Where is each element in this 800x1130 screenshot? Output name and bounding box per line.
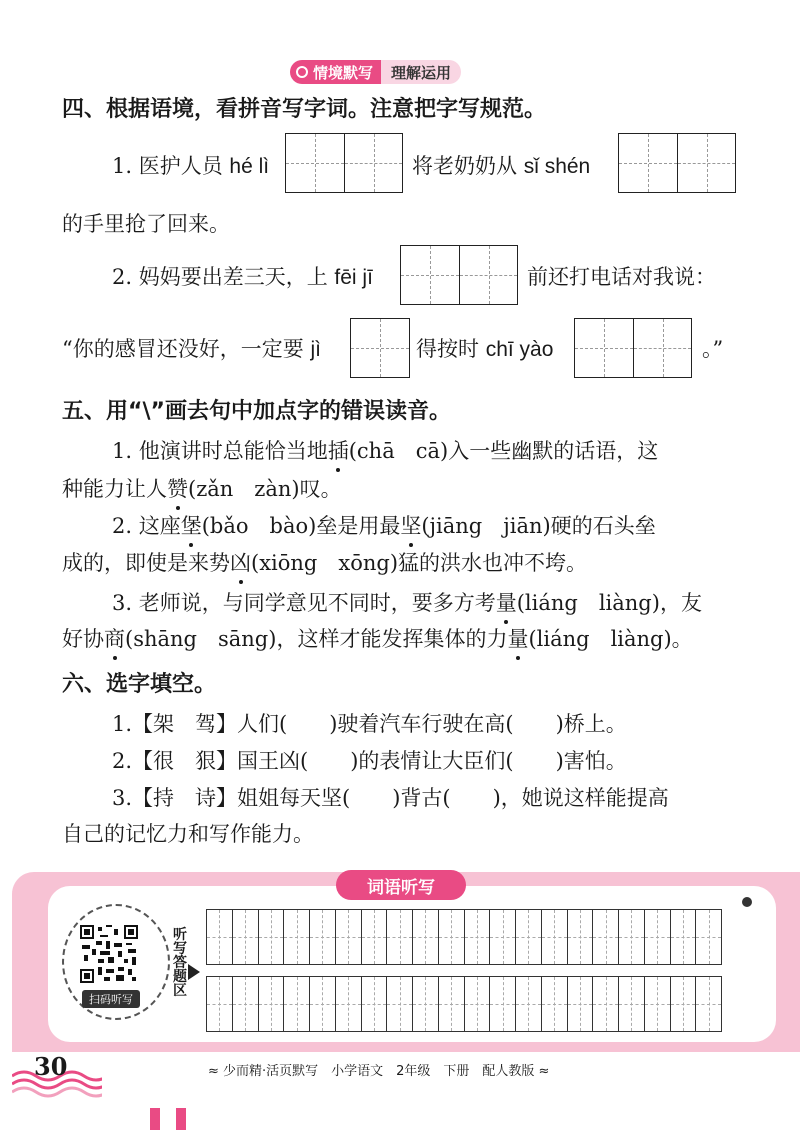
s5-text: (liáng liàng)。	[528, 627, 693, 651]
s5-text: (chā cā)入一些幽默的话语，这	[348, 439, 659, 463]
s5-text: (shāng sāng)，这样才能发挥集体的力	[125, 627, 508, 651]
dictation-cell[interactable]	[567, 910, 593, 964]
q2-text-a: 妈妈要出差三天，上	[138, 265, 328, 289]
dictation-cell[interactable]	[438, 977, 464, 1031]
q2-line-3	[416, 335, 553, 364]
dictation-cell[interactable]	[309, 910, 335, 964]
s5-text: 3. 老师说，与同学意见不同时，要多方考	[112, 591, 496, 615]
section-badge	[290, 60, 461, 84]
s5-text: (bǎo bào)垒是用最	[201, 514, 401, 538]
dictation-cell[interactable]	[309, 977, 335, 1031]
dictation-cell[interactable]	[335, 910, 361, 964]
tab-marker	[176, 1108, 186, 1130]
answer-cell[interactable]	[575, 319, 633, 377]
dotted-char: 坚	[400, 514, 422, 538]
dictation-cell[interactable]	[489, 910, 515, 964]
s5-text: (zǎn zàn)叹。	[188, 477, 342, 501]
dotted-char: 量	[507, 627, 529, 651]
s5-text: 好协	[62, 627, 104, 651]
arrow-right-icon	[188, 964, 200, 980]
section4-title: 四、根据语境，看拼音写字词。注意把字写规范。	[62, 97, 547, 122]
q1-text-a: 医护人员	[138, 154, 223, 178]
s5-line-2	[62, 475, 342, 503]
dictation-cell[interactable]	[361, 977, 387, 1031]
dictation-cell[interactable]	[670, 910, 696, 964]
dictation-cell[interactable]	[232, 977, 258, 1031]
q2-pinyin-2: jì	[310, 338, 321, 361]
q2-pinyin-3: chī yào	[485, 338, 554, 361]
dictation-cell[interactable]	[438, 910, 464, 964]
dictation-cell[interactable]	[283, 910, 309, 964]
dictation-cell[interactable]	[464, 910, 490, 964]
dotted-char: 商	[104, 627, 125, 651]
q2-line-2	[62, 335, 321, 364]
s5-line-4	[62, 549, 587, 577]
s5-text: (jiāng jiān)硬的石头垒	[421, 514, 656, 538]
q2-text-d: 得按时	[416, 337, 479, 361]
s5-line-5	[112, 589, 702, 617]
q1-text-c: 的手里抢了回来。	[62, 212, 230, 236]
s5-text: 成的，即使是来势	[62, 551, 230, 575]
dictation-cell[interactable]	[618, 977, 644, 1031]
dictation-cell[interactable]	[386, 977, 412, 1031]
dictation-cell[interactable]	[412, 977, 438, 1031]
dictation-cell[interactable]	[412, 910, 438, 964]
dictation-cell[interactable]	[489, 977, 515, 1031]
dictation-side-label: 听写答题区	[173, 927, 187, 999]
answer-cell[interactable]	[286, 134, 344, 192]
dictation-cell[interactable]	[695, 910, 721, 964]
q1-pinyin-1: hé lì	[229, 155, 270, 178]
dictation-cell[interactable]	[618, 910, 644, 964]
dictation-row-1[interactable]	[206, 909, 722, 965]
s6-line-3: 3.【持 诗】姐姐每天坚( )背古( )，她说这样能提高	[112, 786, 669, 810]
badge-left	[290, 60, 381, 84]
dotted-char: 凶	[230, 551, 251, 575]
qr-code-icon[interactable]	[80, 925, 138, 983]
dictation-title: 词语听写	[336, 870, 466, 900]
s5-text: (xiōng xōng)猛的洪水也冲不垮。	[251, 551, 588, 575]
s5-line-3	[112, 512, 656, 540]
s5-text: 种能力让人	[62, 477, 167, 501]
dictation-cell[interactable]	[541, 910, 567, 964]
dictation-cell[interactable]	[644, 977, 670, 1031]
tab-marker	[150, 1108, 160, 1130]
dictation-cell[interactable]	[670, 977, 696, 1031]
s6-line-4: 自己的记忆力和写作能力。	[62, 822, 314, 846]
footer-text: ≈ 少而精·活页默写 小学语文 2年级 下册 配人教版 ≈	[208, 1064, 550, 1079]
dictation-cell[interactable]	[567, 977, 593, 1031]
q2-pinyin-1: fēi jī	[334, 266, 373, 289]
dictation-cell[interactable]	[515, 910, 541, 964]
answer-cell[interactable]	[351, 319, 409, 377]
dictation-cell[interactable]	[207, 910, 232, 964]
dictation-cell[interactable]	[592, 977, 618, 1031]
dictation-cell[interactable]	[695, 977, 721, 1031]
answer-cell[interactable]	[633, 319, 691, 377]
dictation-cell[interactable]	[207, 977, 232, 1031]
dictation-cell[interactable]	[283, 977, 309, 1031]
answer-grid-q2-1[interactable]	[400, 245, 518, 305]
answer-cell[interactable]	[677, 134, 735, 192]
dictation-cell[interactable]	[644, 910, 670, 964]
dotted-char: 堡	[180, 514, 202, 538]
q2-text-c: “你的感冒还没好，一定要	[62, 337, 304, 361]
dictation-cell[interactable]	[335, 977, 361, 1031]
dictation-cell[interactable]	[258, 977, 284, 1031]
s5-line-1	[112, 437, 658, 465]
q1-line	[112, 152, 269, 181]
dotted-char: 插	[327, 439, 349, 463]
q2-text-b: 前还打电话对我说：	[527, 265, 716, 289]
q2-text-e: 。”	[702, 337, 724, 361]
badge-right-label: 理解运用	[381, 60, 461, 84]
dictation-cell[interactable]	[515, 977, 541, 1031]
section6-title: 六、选字填空。	[62, 672, 217, 697]
answer-grid-q1-2[interactable]	[618, 133, 736, 193]
section5-title: 五、用“\”画去句中加点字的错误读音。	[62, 399, 451, 424]
qr-label: 扫码听写	[82, 990, 140, 1008]
s5-text: (liáng liàng)，友	[516, 591, 702, 615]
q2-line	[112, 263, 373, 292]
decorative-dot	[742, 897, 752, 907]
answer-grid-q2-2[interactable]	[350, 318, 410, 378]
q1-pinyin-2: sǐ shén	[523, 155, 591, 178]
badge-left-label: 情境默写	[313, 63, 374, 82]
answer-cell[interactable]	[459, 246, 517, 304]
q1-text-b: 将老奶奶从	[412, 154, 517, 178]
dotted-char: 赞	[167, 477, 188, 501]
answer-grid-q2-3[interactable]	[574, 318, 692, 378]
page-number: 30	[34, 1052, 68, 1081]
answer-cell[interactable]	[401, 246, 459, 304]
medal-icon	[296, 66, 308, 78]
s6-line-2: 2.【很 狠】国王凶( )的表情让大臣们( )害怕。	[112, 749, 627, 773]
s6-line-1: 1.【架 驾】人们( )驶着汽车行驶在高( )桥上。	[112, 712, 627, 736]
dictation-cell[interactable]	[541, 977, 567, 1031]
dictation-cell[interactable]	[386, 910, 412, 964]
s5-text: 2. 这座	[112, 514, 181, 538]
answer-cell[interactable]	[619, 134, 677, 192]
dictation-cell[interactable]	[592, 910, 618, 964]
answer-cell[interactable]	[344, 134, 402, 192]
dictation-row-2[interactable]	[206, 976, 722, 1032]
dictation-cell[interactable]	[232, 910, 258, 964]
dictation-cell[interactable]	[258, 910, 284, 964]
dotted-char: 量	[495, 591, 517, 615]
q1-num: 1.	[112, 154, 133, 178]
answer-grid-q1-1[interactable]	[285, 133, 403, 193]
s5-text: 1. 他演讲时总能恰当地	[112, 439, 328, 463]
dictation-cell[interactable]	[464, 977, 490, 1031]
s5-line-6	[62, 625, 693, 653]
q1-line-2	[412, 152, 590, 181]
q2-num: 2.	[112, 265, 133, 289]
dictation-cell[interactable]	[361, 910, 387, 964]
